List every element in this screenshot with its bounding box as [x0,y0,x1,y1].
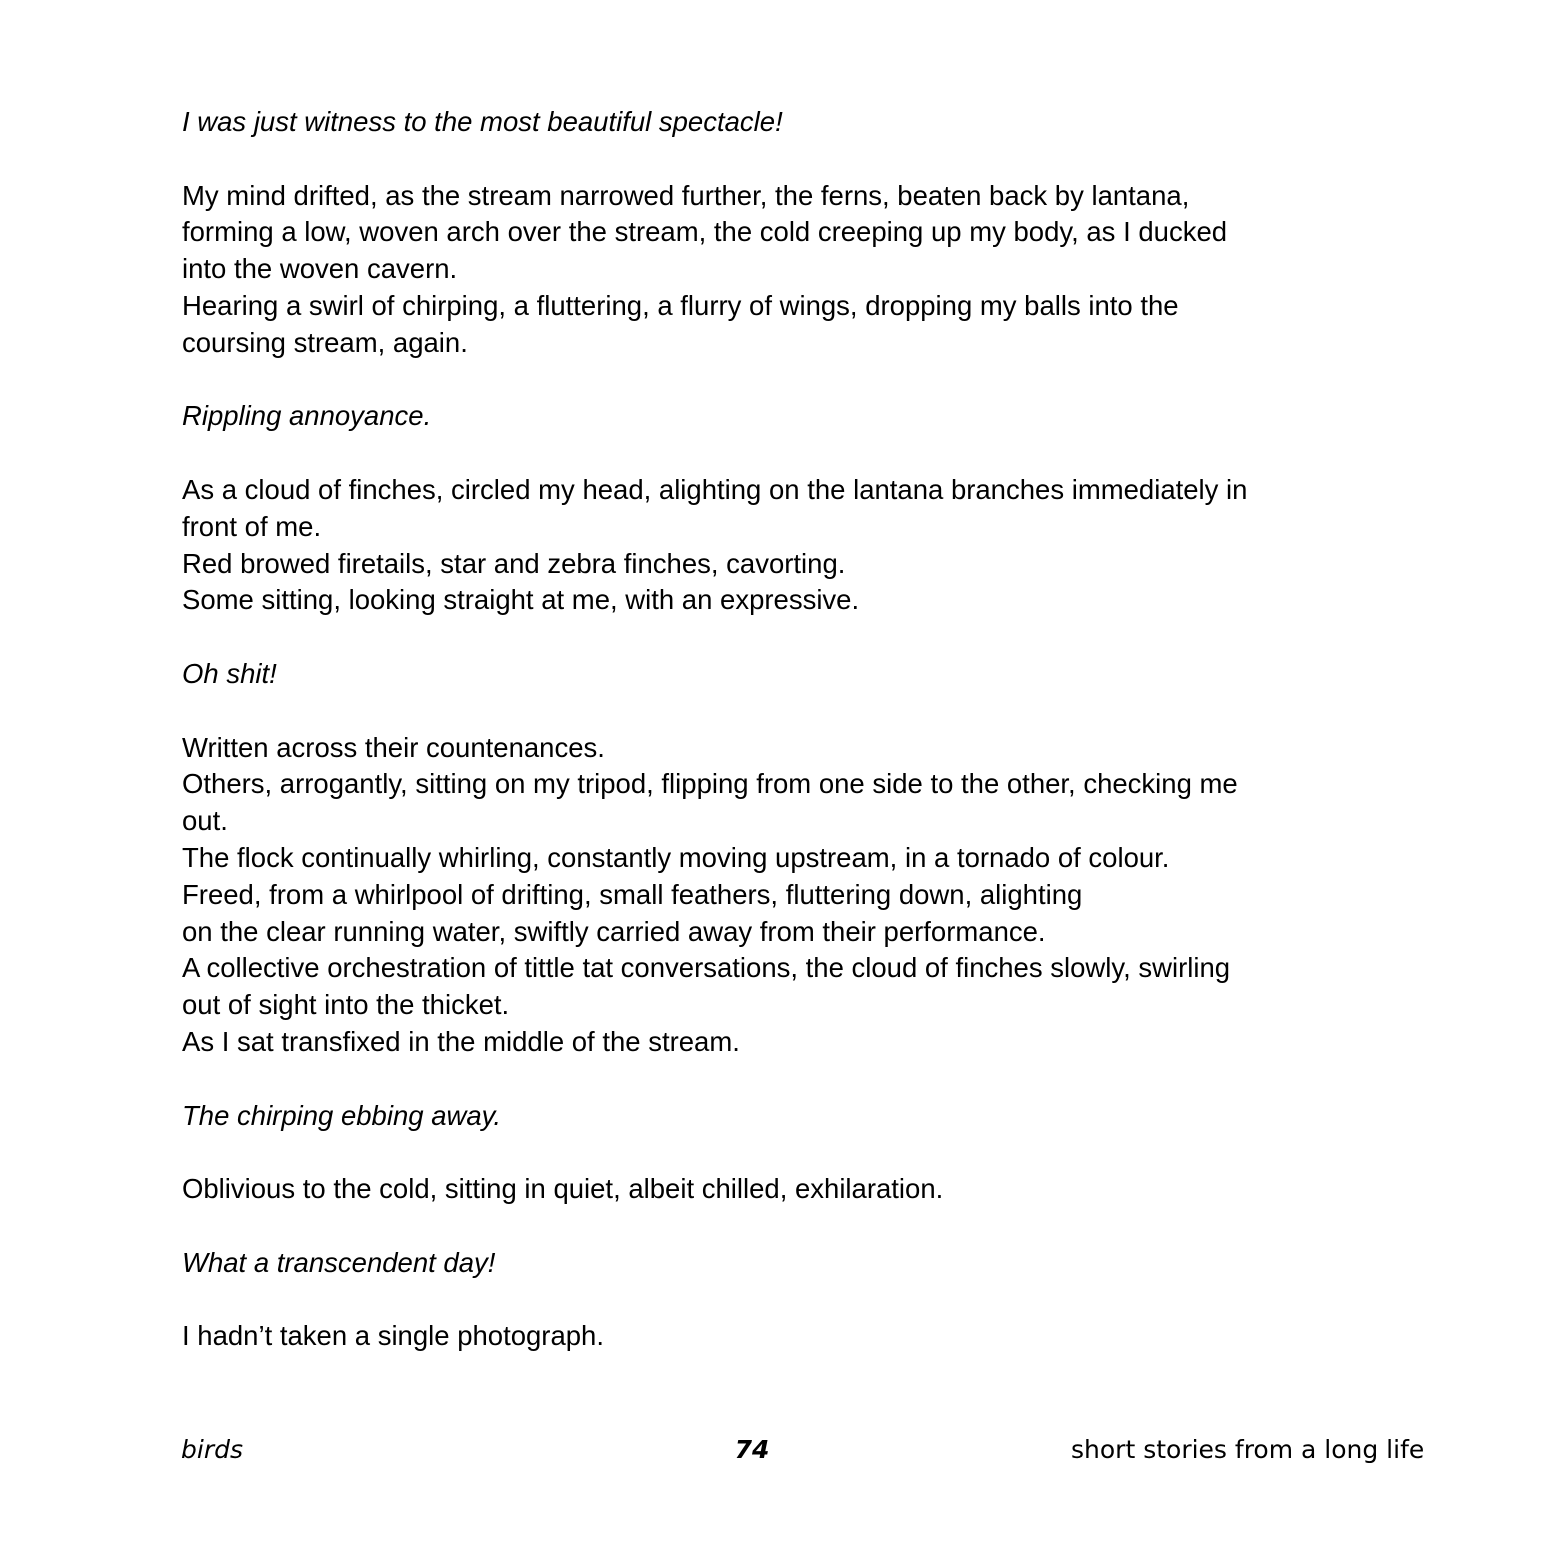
story-line: My mind drifted, as the stream narrowed further, the ferns, beaten back by lantana, [182,179,1190,211]
story-paragraph-7 [182,1098,1412,1135]
story-paragraph-10 [182,1318,1412,1355]
story-line: Red browed firetails, star and zebra finches, cavorting. [182,547,846,579]
story-line: front of me. [182,510,322,542]
story-line: Hearing a swirl of chirping, a fluttering, a flurry of wings, dropping my balls into the [182,289,1179,321]
story-line: on the clear running water, swiftly carried away from their performance. [182,915,1046,947]
story-line: Oh shit! [182,657,277,689]
story-line: forming a low, woven arch over the stream, the cold creeping up my body, as I ducked [182,216,1228,248]
story-paragraph-5 [182,656,1412,693]
story-paragraph-2 [182,178,1412,362]
story-line: Written across their countenances. [182,731,605,763]
story-body [182,104,1412,1355]
story-line: into the woven cavern. [182,253,458,285]
story-line: I was just witness to the most beautiful spectacle! [182,106,783,137]
story-line: The chirping ebbing away. [182,1099,501,1131]
footer-chapter-title: birds [181,1435,243,1464]
story-line: out of sight into the thicket. [182,989,510,1021]
story-paragraph-1 [182,104,1412,141]
story-line: As I sat transfixed in the middle of the stream. [182,1025,740,1057]
story-line: What a transcendent day! [182,1246,496,1278]
story-line: A collective orchestration of tittle tat conversations, the cloud of finches slowly, swirling [182,952,1231,984]
story-paragraph-4 [182,472,1412,619]
story-line: Freed, from a whirlpool of drifting, small feathers, fluttering down, alighting [182,878,1083,910]
story-line: out. [182,805,228,837]
story-paragraph-3 [182,398,1412,435]
story-paragraph-8 [182,1171,1412,1208]
story-line: Others, arrogantly, sitting on my tripod, flipping from one side to the other, checking me [182,768,1238,800]
story-line: As a cloud of finches, circled my head, alighting on the lantana branches immediately in [182,473,1248,505]
story-line: The flock continually whirling, constantly moving upstream, in a tornado of colour. [182,841,1170,873]
story-line: Rippling annoyance. [182,400,432,432]
footer-book-title: short stories from a long life [1071,1435,1425,1464]
story-paragraph-6 [182,730,1412,1061]
story-line: Oblivious to the cold, sitting in quiet, albeit chilled, exhilaration. [182,1173,944,1205]
story-line: Some sitting, looking straight at me, with an expressive. [182,584,860,616]
story-paragraph-9 [182,1245,1412,1282]
footer-page-number: 74 [734,1435,770,1464]
story-line: I hadn’t taken a single photograph. [182,1320,604,1352]
story-line: coursing stream, again. [182,326,468,358]
